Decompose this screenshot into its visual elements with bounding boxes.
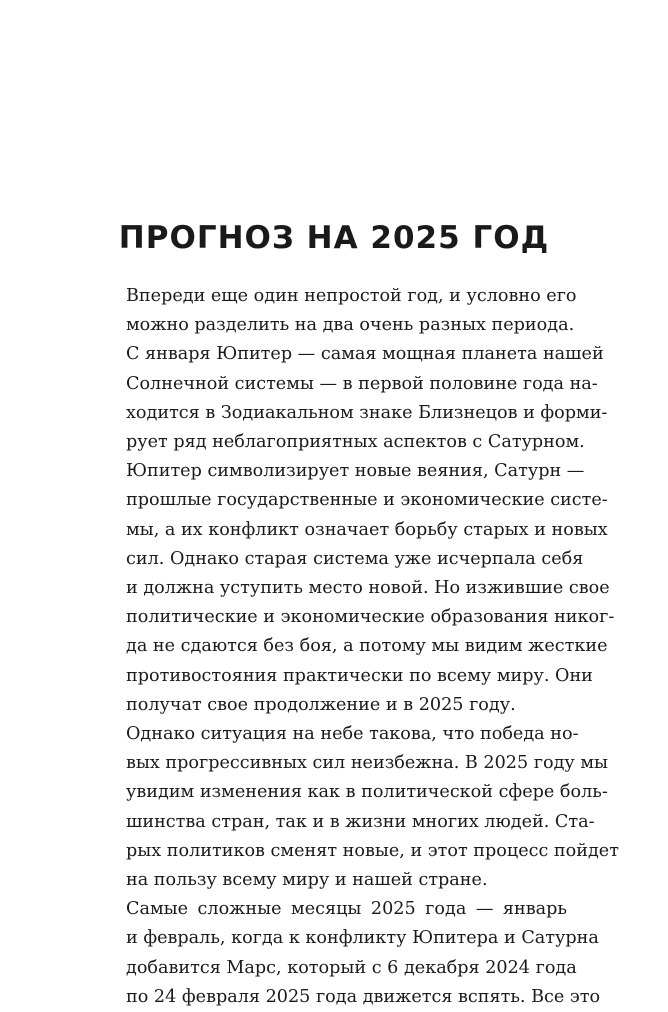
- text-line: Впереди еще один непростой год, и условно его: [126, 286, 577, 306]
- text-line: шинства стран, так и в жизни многих людей. Ста-: [126, 811, 595, 832]
- text-line: противостояния практически по всему миру. Они: [126, 665, 593, 686]
- page-title: ПРОГНОЗ НА 2025 ГОД: [118, 220, 550, 256]
- body-text: [98, 282, 619, 1012]
- text-line: рых политиков сменят новые, и этот процесс пойдет: [126, 840, 619, 861]
- text-line: политические и экономические образования никог-: [126, 607, 615, 628]
- text-line: рует ряд неблагоприятных аспектов с Сатурном.: [126, 432, 585, 453]
- text-line: да не сдаются без боя, а потому мы видим жесткие: [126, 636, 608, 657]
- text-line: С января Юпитер — самая мощная планета нашей: [126, 344, 604, 365]
- text-line: и февраль, когда к конфликту Юпитера и Сатурна: [126, 928, 599, 949]
- text-line: Солнечной системы — в первой половине года на-: [126, 373, 598, 394]
- paragraph-3: [98, 720, 619, 895]
- text-line: и должна уступить место новой. Но изжившие свое: [126, 578, 610, 599]
- text-line: Однако ситуация на небе такова, что победа но-: [126, 724, 579, 745]
- text-line: сил. Однако старая система уже исчерпала себя: [126, 548, 584, 569]
- text-line: получат свое продолжение и в 2025 году.: [126, 694, 516, 715]
- text-line: Самые сложные месяцы 2025 года — январь: [126, 899, 567, 920]
- text-line: можно разделить на два очень разных периода.: [126, 315, 575, 336]
- text-line: ходится в Зодиакальном знаке Близнецов и форми-: [126, 402, 608, 423]
- text-line: вых прогрессивных сил неизбежна. В 2025 году мы: [126, 753, 609, 774]
- text-line: мы, а их конфликт означает борьбу старых и новых: [126, 519, 608, 540]
- paragraph-4: [98, 895, 601, 1012]
- text-line: на пользу всему миру и нашей стране.: [126, 870, 488, 891]
- text-line: увидим изменения как в политической сфере боль-: [126, 782, 608, 803]
- paragraph-1: [98, 282, 608, 457]
- text-line: добавится Марс, который с 6 декабря 2024 года: [126, 957, 577, 978]
- text-line: Юпитер символизирует новые веяния, Сатурн —: [126, 461, 585, 482]
- text-line: прошлые государственные и экономические систе-: [126, 490, 608, 511]
- text-line: по 24 февраля 2025 года движется вспять. Все это: [126, 986, 601, 1007]
- paragraph-2: [98, 457, 615, 720]
